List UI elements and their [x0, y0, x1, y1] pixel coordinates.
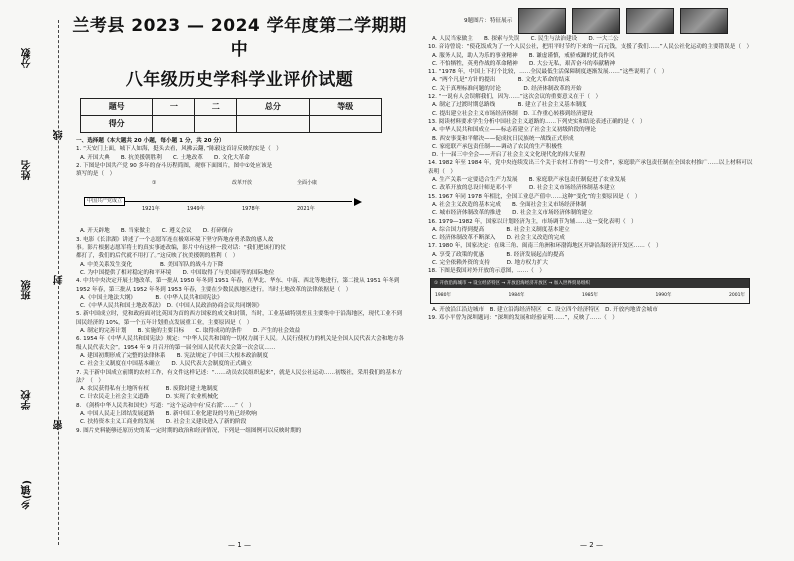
question-1: 1. “天安门上面，城下人如海，挺头去看，风拂云翻，”陈毅这首诗反映的实是（ ）: [76, 146, 282, 153]
timeline-label-2: 改革开放: [232, 180, 253, 187]
question-10: 10. 音诗曾说：“使花饭成为了一个人民公社，把用平时节约下来的一百元钱，支援了我们……”人民公社化运动的主要错误是（ ）: [428, 44, 753, 51]
question-1-options: A. 开国大典 B. 抗美援朝胜利 C. 土地改革 D. 文化大革命: [80, 154, 250, 161]
score-table: [80, 98, 382, 133]
question-8-options: C. 扶持资本主义工商业的发展 D. 社会主义建设进入了新的阶段: [80, 419, 247, 426]
school-label: 学校: [22, 390, 33, 410]
timeline-year: 1949年: [187, 206, 205, 213]
question-11-options: A. “两个凡是”方针的提出 B. 文化大革命的结束: [432, 77, 570, 84]
historical-photo: [572, 8, 620, 34]
page-number: — 1 —: [228, 540, 251, 549]
question-2: 2. 下图是中国共产党 90 多年的奋斗历程简图，观察下面图片，图中①处应该是: [76, 162, 273, 169]
exam-title-line1: 兰考县 2023 — 2024 学年度第二学期期中: [72, 16, 407, 60]
question-8: 8. 《剑桥中华人民共和国史》写道：“这个运动中有‘反右派’……”（ ）: [76, 402, 255, 409]
score-table-header-row: [81, 99, 382, 116]
question-10-options: C. 不怕牺牲，英勇作战的革命精神 D. 大公无私，艰苦奋斗的奉献精神: [432, 60, 616, 67]
timeline-label-3: 全面小康: [297, 180, 318, 187]
question-15-options: A. 社会主义改造的基本完成 B. 全面社会主义市场经济体制: [432, 201, 587, 208]
diagram-banner: ① 开放沿海城市 → 设立经济特区 → 开放沿海经济开放区 → 加入世界贸易组织: [431, 279, 749, 288]
question-4-options: C.《中华人民共和国土地改革法》 D.《中国人民政治协商会议共同纲领》: [80, 303, 263, 310]
binding-margin: [0, 0, 70, 561]
question-17: 17. 1980 年，国家决定：在珠三角、闽南三角洲和环渤海地区开辟沿海经济开发区……（ ）: [428, 243, 662, 250]
question-14-options: C. 改革开放的总设计师是邓小平 D. 社会主义市场经济体制基本建立: [432, 185, 616, 192]
question-6: 6. 1954 年《中华人民共和国宪法》规定：“中华人民共和国的一切权力属于人民。人民行使权力的机关是全国人民代表大会和地方各级人民代表大会”。1954 年 9 月召开的第一届全国人民代表大会第一次会议……: [76, 336, 405, 351]
score-cell: 一: [153, 99, 195, 116]
score-cell: 总分: [237, 99, 309, 116]
question-10-options: A. 服务人民，助人为乐的事业精神 B. 谦虚谨慎，戒骄戒躁的优良作风: [432, 52, 615, 59]
question-7-options: A. 农民获得私有土地所有权 B. 废除封建土地制度: [80, 386, 218, 393]
question-13-options: C. 家庭联产承包责任制——调动了农民的生产积极性: [432, 143, 563, 150]
question-16-options: C. 经济体制改革不断深入 D. 社会主义改造的完成: [432, 235, 565, 242]
seal-seal-text: 封: [54, 275, 65, 285]
score-cell: 得分: [81, 116, 153, 133]
historical-photo: [680, 8, 728, 34]
question-3-cont: 事。影片根据志愿军将士的真实事迹改编，影片中有这样一段对话：“我们把该打的仗: [76, 245, 286, 252]
timeline-year: 1978年: [242, 206, 260, 213]
question-6-options: A. 建国初期形成了完整的法律体系 B. 宪法规定了中国三大根本政治制度: [80, 352, 269, 359]
question-7: 7. 关于新中国成立前期的农村工作，有文件这样记述：“……动员农民组织起来”，就是人民公社运动……初级社，采用我们的基本方法？（ ）: [76, 369, 403, 384]
township-label: 乡(镇): [22, 480, 33, 510]
question-5-options: A. 制定的完善计划 B. 实施的主要目标 C. 取得成功的条件 D. 产生的社会效益: [80, 328, 301, 335]
score-label: 分数: [22, 48, 33, 68]
seal-secret-text: 密: [54, 420, 65, 430]
question-11: 11. “1978 年，中国上下打个比较，……全民最低生活保障制度逐渐发展……”这些说明了（ ）: [428, 69, 668, 76]
page-two: [424, 8, 759, 553]
question-14-options: A. 生产关系一定要适合生产力发展 B. 家庭联产承包责任制促进了农业发展: [432, 177, 626, 184]
class-label: 班级: [22, 280, 33, 300]
seal-dashed-line: [58, 20, 59, 545]
question-18: 18. 下图是我国对外开放的示意图，……（ ）: [428, 268, 545, 275]
page-number: — 2 —: [580, 540, 603, 549]
question-3-options: C. 为中国提供了相对稳定的和平环境 D. 中国取得了与美国同等的国际地位: [80, 269, 275, 276]
section-heading: 一、选择题（本大题共 20 小题，每小题 1 分，共 20 分）: [76, 138, 225, 144]
question-12-options: C. 提出建立社会主义市场经济体制 D. 工作重心转移到经济建设: [432, 110, 593, 117]
question-14: 14. 1982 年至 1984 年，党中央连续发出三个关于农村工作的“一号文件”，家庭联产承包责任制在全国农村推广……以上材料可以表明（ ）: [428, 160, 753, 175]
score-cell: 题号: [81, 99, 153, 116]
party-history-timeline: [82, 179, 382, 225]
name-label: 姓名: [22, 160, 33, 180]
opening-up-diagram: [430, 278, 750, 304]
diagram-year: 2001年: [729, 293, 745, 299]
question-15: 15. 1967 年同 1978 年相比，全国工业总产值中……这种“变化”的主要原因是（ ）: [428, 193, 641, 200]
timeline-label-1: ①: [152, 180, 157, 187]
timeline-axis: [92, 201, 352, 202]
question-11-options: C. 关于真理标准问题的讨论 D. 经济体制改革的开始: [432, 85, 582, 92]
score-entry[interactable]: [153, 116, 195, 133]
question-16-options: A. 综合国力得到提高 B. 社会主义制度基本建立: [432, 226, 570, 233]
question-15-options: C. 城市经济体制改革的推进 D. 社会主义市场经济体制的建立: [432, 210, 593, 217]
timeline-year: 2021年: [297, 206, 315, 213]
question-2-cont: 填写的是（ ）: [76, 171, 116, 178]
score-entry[interactable]: [195, 116, 237, 133]
question-12: 12. “一说有人会误解我们，因为……”这次会议的重要意义在于（ ）: [428, 94, 602, 101]
timeline-box-start: 中国共产党成立: [84, 197, 125, 206]
question-5: 5. 新中国成立时，党和政府面对比英国为首的西方国家的成文和封锁，当时，工业基础特别差且主要集中于沿海地区，现代工业不到国民经济的 10%，第一个五年计划重点发展重工业，主要原因是（ ）: [76, 311, 402, 326]
question-13-options: A. 中华人民共和国成立——标志着建立了社会主义初级阶段的理论: [432, 127, 596, 134]
question-4: 4. 中共中央决定开展土地改革，第一批从 1950 年冬到 1951 年春，在华北、华东、中南、西北等地进行，第二批从 1951 年冬到 1952 年春，第三批从 1952 年冬到 1953 年春，主要在少数民族地区进行。当时土地改革的法律依据是（ ）: [76, 278, 400, 293]
timeline-year: 1921年: [142, 206, 160, 213]
diagram-year: 1980年: [435, 293, 451, 299]
score-cell: 二: [195, 99, 237, 116]
score-entry[interactable]: [309, 116, 381, 133]
score-table-score-row: [81, 116, 382, 133]
question-3-cont: 都打了，我们的后代就不用打了。”这反映了抗美援朝的胜利（ ）: [76, 253, 239, 260]
question-9-options: A. 人民当家做主 B. 探索与失误 C. 民生与法治建设 D. 一大二公: [432, 36, 619, 42]
question-18-options: A. 开放沿江沿边城市 B. 建立沿海经济特区 C. 设立四个经济特区 D. 开放内地省会城市: [432, 306, 658, 313]
historical-photo: [518, 8, 566, 34]
question-19: 19. 邓小平曾为深圳题词：“深圳的发展和经验证明……”，反映了……（ ）: [428, 314, 618, 321]
question-8-options: A. 中国人民走上团结发展道路 B. 新中国工业化建设的号角已经吹响: [80, 411, 257, 418]
question-4-options: A.《中国土地法大纲》 B.《中华人民共和国宪法》: [80, 294, 223, 301]
diagram-year: 1990年: [655, 293, 672, 299]
question-13: 13. 阅读材料要求学生分析中国社会主义道路的……下列史实和结论表述正确的是（ ）: [428, 118, 646, 125]
question-9-photos: [464, 8, 759, 34]
diagram-year: 1984年: [508, 293, 525, 299]
diagram-year: 1985年: [582, 293, 598, 299]
question-13-options: D. 十一届三中全会——开启了社会主义文化现代化的伟大征程: [432, 152, 586, 159]
page-one: [72, 8, 407, 553]
question-17-options: C. 完全依赖外资的支持 D. 地方权力扩大: [432, 260, 549, 267]
question-2-options: A. 开天辟地 B. 当家做主 C. 遵义会议 D. 打碎倒台: [80, 228, 234, 235]
seal-line-text: 线: [54, 130, 65, 140]
question-16: 16. 1979—1982 年，国家以计划经济为主，市场调节为辅……这一变化表明（ ）: [428, 218, 637, 225]
exam-title-line2: 八年级历史学科学业评价试题: [125, 70, 354, 90]
score-entry[interactable]: [237, 116, 309, 133]
question-6-options: C. 社会主义制度在中国基本确立 D. 人民代表大会制度的正式确立: [80, 361, 252, 368]
question-17-options: A. 享受了政策的优惠 B. 经济发展起点的提高: [432, 251, 565, 258]
score-cell: 等级: [309, 99, 381, 116]
question-9: 9. 图片史料能够还原历史的某一定时期的政治和经济情况，下列是一组图例可以反映时期的: [76, 427, 302, 434]
diagram-years: [435, 292, 745, 300]
question-12-options: A. 制定了过渡时期总路线 B. 建立了社会主义基本制度: [432, 102, 587, 109]
timeline-arrow-icon: [354, 198, 362, 206]
question-13-options: B. 西安事变和平解决——促成抗日民族统一战线正式形成: [432, 135, 574, 142]
question-3: 3. 电影《长津湖》讲述了一个志愿军连在极寒环境下坚守阵地奋勇杀敌的感人故: [76, 236, 274, 243]
question-3-options: A. 中美关系发生变化 B. 美国军队的战斗力下降: [80, 261, 224, 268]
historical-photo: [626, 8, 674, 34]
photo-caption: 9题图片：特征展示: [464, 17, 513, 24]
question-7-options: C. 计农民走上社会主义道路 D. 实现了农业机械化: [80, 394, 219, 401]
